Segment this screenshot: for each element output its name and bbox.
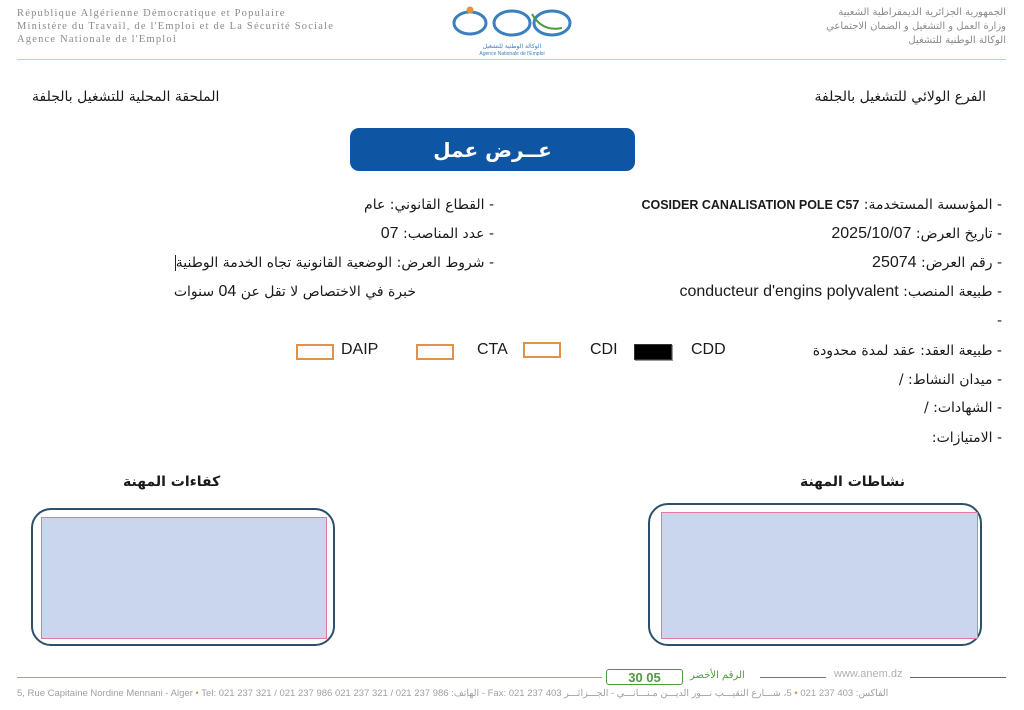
positions-value: 07 — [380, 225, 399, 242]
footer-address-fr: 5, Rue Capitaine Nordine Mennani - Alger — [17, 688, 193, 699]
contract-type-cta-checkbox[interactable] — [523, 342, 561, 358]
post-label: - طبيعة المنصب: — [903, 284, 1002, 300]
activities-panel — [648, 503, 982, 646]
footer-fax-ar: الفاكس: 403 237 021 — [800, 688, 889, 699]
contract-type-cdd-label: CDD — [691, 341, 726, 358]
company-label: - المؤسسة المستخدمة: — [863, 197, 1002, 213]
company-value: COSIDER CANALISATION POLE C57 — [641, 198, 860, 212]
header-arabic-block — [576, 6, 1006, 48]
experience-text-a: خبرة في الاختصاص لا تقل عن — [240, 284, 416, 300]
header-ar-line-agency: الوكالة الوطنية للتشغيل — [908, 35, 1006, 46]
logo-caption-arabic: الوكالة الوطنية للتشغيل — [482, 43, 542, 50]
header-ar-line-republic: الجمهورية الجزائرية الديمقراطية الشعبية — [838, 7, 1006, 18]
activities-content-box[interactable] — [661, 512, 978, 639]
positions-label: - عدد المناصب: — [403, 226, 494, 242]
activity-field: - ميدان النشاط: / — [898, 372, 1002, 388]
date-label: - تاريخ العرض: — [915, 226, 1002, 242]
header-fr-line-agency: Agence Nationale de l'Emploi — [17, 34, 177, 45]
activities-section-title: نشاطات المهنة — [799, 474, 905, 490]
green-number-label: الرقم الأخضر — [690, 670, 745, 681]
legal-sector-field: - القطاع القانوني: عام — [364, 197, 494, 213]
contract-type-cta-label: CTA — [477, 341, 508, 358]
local-annex-label: الملحقة المحلية للتشغيل بالجلفة — [32, 89, 220, 105]
footer-divider-mid — [760, 677, 826, 678]
company-field — [641, 196, 1002, 214]
logo-caption-french: Agence Nationale de l'Emploi — [479, 51, 545, 57]
diplomas-field: - الشهادات: / — [923, 400, 1002, 416]
date-field — [831, 225, 1002, 243]
stray-dash: - — [996, 313, 1002, 329]
conditions-text: - شروط العرض: الوضعية القانونية تجاه الخدمة الوطنية — [175, 255, 494, 271]
experience-text-b: سنوات — [173, 284, 215, 300]
offer-title-banner — [350, 128, 635, 171]
post-field — [679, 283, 1002, 301]
header-ar-line-ministry: وزارة العمل و التشغيل و الضمان الاجتماعي — [826, 21, 1006, 32]
contract-type-cdi-label: CDI — [590, 341, 618, 358]
positions-field — [381, 225, 494, 243]
footer-divider-right — [910, 677, 1006, 678]
offer-number-label: - رقم العرض: — [921, 255, 1002, 271]
contract-type-daip-checkbox[interactable] — [416, 344, 454, 360]
skills-section-title: كفاءات المهنة — [123, 474, 221, 490]
footer-divider-left — [17, 677, 602, 678]
footer-website: www.anem.dz — [834, 668, 903, 680]
footer-phone-ar: الهاتف: 986 237 021 / 321 237 021 — [334, 688, 480, 699]
offer-conditions-field — [171, 254, 494, 272]
footer-tel-fr: Tel: 021 237 321 / 021 237 986 — [201, 688, 333, 699]
offer-number-field — [872, 254, 1002, 272]
benefits-field: - الامتيازات: — [931, 430, 1002, 446]
offer-number-value: 25074 — [872, 254, 917, 271]
contract-type-daip-label: DAIP — [341, 341, 379, 358]
contract-nature-field: - طبيعة العقد: عقد لمدة محدودة — [812, 343, 1002, 359]
header-french-block — [17, 7, 417, 46]
green-number-badge — [606, 669, 683, 685]
footer-address: 5, Rue Capitaine Nordine Mennani - Alger • Tel: 021 237 321 / 021 237 986 الهاتف: 986 237 021 / 321 237 021 - Fax: 021 237 403 الفاكس: 403 237 021 • 5، شـــارع النقيـــب نـــور الديـــن مـنـــانـــي - الجـــزائـــر — [17, 688, 889, 699]
branch-office-label: الفرع الولائي للتشغيل بالجلفة — [814, 89, 986, 105]
header-divider — [17, 59, 1006, 60]
footer-address-ar: 5، شـــارع النقيـــب نـــور الديـــن مـنـــانـــي - الجـــزائـــر — [564, 688, 792, 699]
contract-type-extra-checkbox[interactable] — [296, 344, 334, 360]
skills-panel — [31, 508, 335, 646]
footer-fax-fr: Fax: 021 237 403 — [487, 688, 562, 699]
header-fr-line-ministry: Ministère du Travail, de l'Emploi et de La Sécurité Sociale — [17, 21, 335, 32]
green-number: 30 05 — [628, 669, 661, 685]
experience-field — [174, 283, 416, 301]
experience-years: 04 — [218, 283, 237, 300]
post-value: conducteur d'engins polyvalent — [679, 283, 899, 300]
skills-content-box[interactable] — [41, 517, 327, 639]
contract-type-cdi-checkbox[interactable] — [634, 344, 672, 360]
date-value: 2025/10/07 — [831, 225, 912, 242]
offer-title: عــرض عمل — [433, 137, 552, 162]
header-fr-line-republic: République Algérienne Démocratique et Populaire — [17, 8, 286, 19]
